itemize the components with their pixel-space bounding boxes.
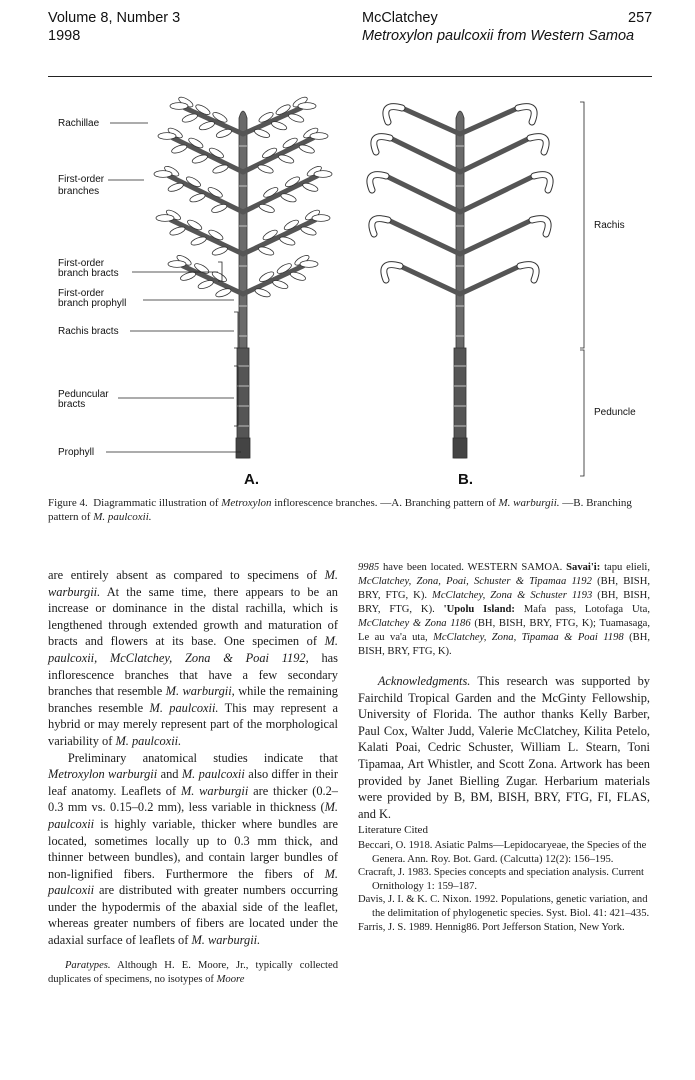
label-peduncular-bracts-2: bracts <box>58 399 86 410</box>
label-rachis-bracts: Rachis bracts <box>58 326 119 337</box>
caption-species-1: M. warburgii. <box>498 497 560 509</box>
first-order-branch <box>460 176 534 212</box>
paragraph-2: Preliminary anatomical studies indicate that Metroxylon warburgii and M. paulcoxii also differ in their leaf anatomy. Leaflets of M. warburgii are thicker (0.2–0.3 mm vs. 0.15–0.2 mm), less variable in thickness (M. paulcoxii is highly variable, thicker where bundles are located, sometimes locally up to 0.3 mm thick, and thinner between bundles), and contain larger bundles of non-lignified fibers. Furthermore the fibers of M. paulcoxii are distributed with greater numbers occurring under the hypodermis of the abaxial side of the leaflet, whereas greater numbers of fibers are located under the adaxial surface of leaflets of M. warburgii. <box>48 750 339 948</box>
caption-text-1: Diagrammatic illustration of <box>93 497 222 509</box>
rachilla <box>298 143 315 154</box>
inflorescence-b <box>370 107 550 458</box>
label-branch-bracts-2: branch bracts <box>58 268 119 279</box>
inflorescence-a <box>154 95 332 458</box>
first-order-branch <box>400 266 460 294</box>
caption-genus: Metroxylon <box>221 497 272 509</box>
label-peduncular-bracts-1: Peduncular <box>58 389 109 400</box>
rachilla <box>211 203 228 214</box>
rachilla <box>279 235 296 246</box>
first-order-branch <box>243 108 301 134</box>
rachilla <box>289 271 306 282</box>
rachilla <box>170 103 188 110</box>
acknowledgments: Acknowledgments. This research was supported by Fairchild Tropical Garden and the McGinty Fellowship, University of Florida. The author thanks Kelly Barber, Paul Cox, Walter Judd, Valerie McClatchey, Kilita Petelo, Kalati Poai, Cedric Schuster, William L. Stearn, Toni Tipamaa, Art Whistler, and Scott Zona. Artwork has been provided by Janet Bielling Zugar. Herbarium materials were provided by B, BM, BISH, BRY, FTG, FI, FLAS, and K. <box>358 674 650 821</box>
rachilla <box>288 112 305 123</box>
paragraph-1: are entirely absent as compared to specimens of M. warburgii. At the same time, there appears to be an increase or dominance in the distal rachilla, which is lengthened through extended growth and maturation of bracts and flowers at its base. One specimen of M. paulcoxii, McClatchey, Zona & Poai 1192, has inflorescence branches that have a few secondary branches that resemble M. warburgii, while the remaining branches resemble M. paulcoxii. This may represent a hybrid or may merely represent part of the morphological variability of M. paulcoxii. <box>48 568 339 748</box>
rachilla <box>384 265 400 280</box>
rachilla <box>280 192 297 203</box>
rachilla <box>215 128 232 139</box>
rachilla <box>258 245 275 256</box>
first-order-branch <box>169 176 243 212</box>
rachilla <box>212 163 229 174</box>
label-lines <box>106 102 584 476</box>
rachilla <box>154 171 172 178</box>
rachilla <box>310 133 328 140</box>
label-first-order-branches-2: branches <box>58 186 100 197</box>
reference-item: Farris, J. S. 1989. Hennig86. Port Jefferson Station, New York. <box>358 921 625 933</box>
figure-caption <box>48 496 652 524</box>
left-column <box>48 567 338 987</box>
running-author: McClatchey <box>362 10 438 26</box>
rachilla <box>372 219 388 234</box>
label-rachis: Rachis <box>594 220 625 231</box>
rachilla <box>168 261 186 268</box>
year: 1998 <box>48 28 81 44</box>
label-prophyll: Prophyll <box>58 447 95 458</box>
reference-item: Beccari, O. 1918. Asiatic Palms—Lepidocaryeae, the Species of the Genera. Ann. Roy. Bot. Gard. (Calcutta) 12(2): 156–195. <box>358 839 647 865</box>
paratypes-list: 9985 have been located. WESTERN SAMOA. Savai'i: tapu elieli, McClatchey, Zona, Poai, Schuster & Tipamaa 1192 (BH, BISH, BRY, FTG, K). McClatchey, Zona & Schuster 1193 (BH, BISH, BRY, FTG, K). 'Upolu Island: Mafa pass, Lotofaga Uta, McClatchey & Zona 1186 (BH, BISH, BRY, FTG, K); Tuamasaga, Le au va'a uta, McClatchey, Zona, Tipamaa & Poai 1198 (BH, BISH, BRY, FTG, K). <box>358 562 651 657</box>
label-first-order-branches-1: First-order <box>58 174 105 185</box>
caption-species-2: M. paulcoxii. <box>93 511 152 523</box>
rachilla <box>258 203 275 214</box>
reference-item: Cracraft, J. 1983. Species concepts and speciation analysis. Current Ornithology 1: 159–187. <box>358 867 644 892</box>
rachilla <box>171 143 188 154</box>
prophyll-bract <box>453 438 467 458</box>
first-order-branch <box>390 138 460 172</box>
figure-4-illustration <box>48 86 652 496</box>
rachilla <box>370 175 386 190</box>
header-rule <box>48 76 652 77</box>
first-order-branch <box>460 138 530 172</box>
first-order-branch <box>243 138 313 172</box>
rachilla <box>167 181 184 192</box>
rachilla <box>271 120 288 131</box>
right-column <box>358 561 650 934</box>
rachilla <box>211 245 228 256</box>
reference-item: Davis, J. I. & K. C. Nixon. 1992. Populations, genetic variation, and the delimitation of phylogenetic species. Syst. Biol. 41: 421–435. <box>358 894 650 919</box>
literature-cited-heading: Literature Cited <box>358 824 428 837</box>
rachilla <box>520 265 536 280</box>
first-order-branch <box>173 138 243 172</box>
rachilla <box>300 225 317 236</box>
first-order-branch <box>460 266 520 294</box>
first-order-branch <box>243 176 317 212</box>
rachilla <box>191 153 208 164</box>
rachilla <box>532 219 548 234</box>
rachilla <box>190 235 207 246</box>
caption-text-3: —B. Branching pattern of <box>48 497 632 523</box>
paratypes-paragraph: Paratypes. Although H. E. Moore, Jr., typically collected duplicates of specimens, no isotypes of Moore <box>48 959 338 985</box>
first-order-branch <box>185 108 243 134</box>
rachilla <box>198 120 215 131</box>
first-order-branch <box>243 220 315 254</box>
first-order-branch <box>460 108 518 134</box>
rachilla <box>518 107 534 122</box>
rachilla <box>197 279 214 290</box>
rachilla <box>156 215 174 222</box>
rachilla <box>302 181 319 192</box>
label-peduncle: Peduncle <box>594 407 636 418</box>
rachilla <box>300 261 318 268</box>
first-order-branch <box>171 220 243 254</box>
rachilla <box>215 287 232 298</box>
label-branch-bracts-1: First-order <box>58 258 105 269</box>
caption-lead: Figure 4. <box>48 497 88 509</box>
rachilla <box>257 163 274 174</box>
first-order-branch <box>243 266 303 294</box>
volume-number: Volume 8, Number 3 <box>48 10 181 26</box>
rachilla <box>534 175 550 190</box>
first-order-branch <box>183 266 243 294</box>
label-branch-prophyll-2: branch prophyll <box>58 298 127 309</box>
rachilla <box>169 225 186 236</box>
prophyll-bract <box>236 438 250 458</box>
rachilla <box>189 192 206 203</box>
caption-text-2: inflorescence branches. —A. Branching pattern of <box>271 497 499 509</box>
page-number: 257 <box>628 10 653 26</box>
first-order-branch <box>460 220 532 254</box>
rachilla <box>272 279 289 290</box>
running-title-species: Metroxylon paulcoxii from Western Samoa <box>362 28 635 44</box>
rachilla <box>278 153 295 164</box>
first-order-branch <box>402 108 460 134</box>
rachilla <box>298 103 316 110</box>
rachilla <box>314 171 332 178</box>
panel-label-a: A. <box>244 471 259 488</box>
rachilla <box>386 107 402 122</box>
first-order-branch <box>386 176 460 212</box>
first-order-branch <box>388 220 460 254</box>
rachilla <box>530 137 546 152</box>
rachilla <box>181 112 198 123</box>
rachilla <box>312 215 330 222</box>
panel-label-b: B. <box>458 471 473 488</box>
rachilla <box>158 133 176 140</box>
rachilla <box>254 287 271 298</box>
running-title <box>362 28 634 45</box>
label-branch-prophyll-1: First-order <box>58 288 105 299</box>
label-rachillae: Rachillae <box>58 118 100 129</box>
rachilla <box>253 128 270 139</box>
rachilla <box>374 137 390 152</box>
